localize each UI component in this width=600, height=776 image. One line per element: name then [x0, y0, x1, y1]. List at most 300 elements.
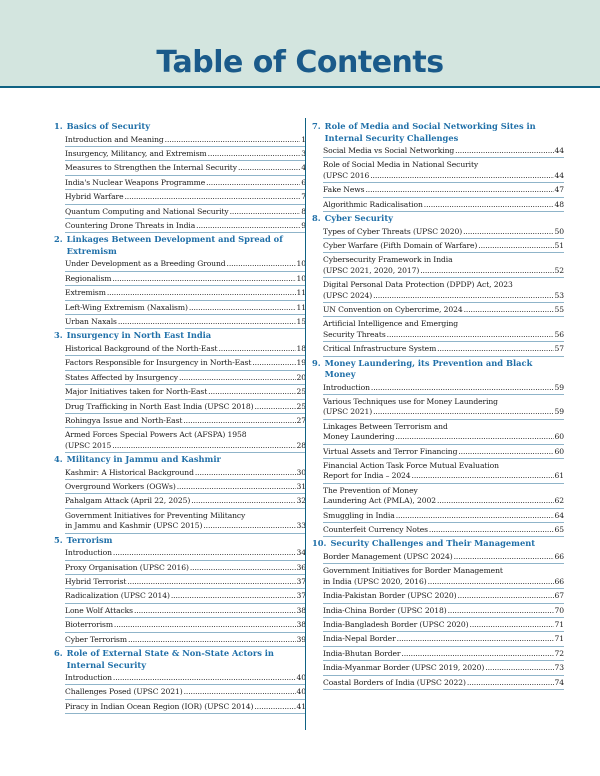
dot-leader	[254, 402, 295, 412]
section-number: 2.	[54, 234, 63, 245]
section-heading[interactable]	[312, 213, 564, 225]
toc-entry[interactable]	[323, 632, 564, 646]
dot-leader	[165, 135, 301, 145]
toc-entry[interactable]	[323, 253, 564, 278]
toc-entry[interactable]	[65, 400, 306, 414]
entry-title: Counterfeit Currency Notes	[323, 525, 428, 535]
entry-title: Kashmir: A Historical Background	[65, 467, 194, 477]
entry-line	[323, 227, 564, 237]
entry-title: Money Laundering	[323, 432, 395, 442]
page-number: 9	[301, 220, 306, 230]
entry-title: Fake News	[323, 185, 365, 195]
entry-title: Drug Trafficking in North East India (UPSC 2018)	[65, 401, 254, 411]
dot-leader	[179, 373, 296, 383]
entry-title: Cyber Warfare (Fifth Domain of Warfare)	[323, 240, 478, 250]
page-number: 4	[301, 163, 306, 173]
entry-title-line1: Artificial Intelligence and Emerging	[323, 319, 459, 329]
entry-title: Factors Responsible for Insurgency in North-East	[65, 358, 252, 368]
section-number: 6.	[54, 648, 63, 658]
toc-entry[interactable]	[323, 550, 564, 564]
entry-line	[65, 687, 306, 697]
section-number: 4.	[54, 454, 63, 465]
entry-title: India-Nepal Border	[323, 634, 396, 644]
page-number: 32	[296, 496, 306, 506]
toc-column-left	[54, 120, 306, 714]
entry-title: Introduction	[65, 548, 112, 558]
section-heading[interactable]	[54, 121, 306, 133]
entry-title: India-Pakistan Border (UPSC 2020)	[323, 591, 457, 601]
entry-line	[65, 358, 306, 368]
dot-leader	[437, 344, 553, 354]
section-heading[interactable]	[54, 454, 306, 466]
entry-line	[323, 649, 564, 659]
toc-entry[interactable]	[323, 158, 564, 183]
section-title: Money Laundering, its Prevention and Black Money	[324, 357, 533, 380]
entry-line	[65, 135, 306, 145]
entry-line	[65, 207, 306, 217]
page-number: 28	[296, 440, 306, 450]
page-number: 48	[554, 199, 564, 209]
dot-leader	[196, 221, 300, 231]
entry-title: Coastal Borders of India (UPSC 2022)	[323, 677, 466, 687]
entry-title: Smuggling in India	[323, 510, 395, 520]
entry-title: Introduction and Meaning	[65, 134, 164, 144]
entry-line	[323, 606, 564, 616]
page-number: 73	[554, 663, 564, 673]
entry-line	[65, 635, 306, 645]
entry-title: Regionalism	[65, 273, 112, 283]
entry-line	[65, 387, 306, 397]
dot-leader	[189, 303, 296, 313]
entry-line	[65, 259, 306, 269]
section-heading[interactable]	[54, 648, 306, 671]
toc-entry[interactable]	[65, 161, 306, 175]
page-number: 37	[296, 576, 306, 586]
page-number: 70	[554, 605, 564, 615]
toc-entry[interactable]	[323, 647, 564, 661]
section-number: 1.	[54, 121, 63, 131]
toc-entry[interactable]	[65, 414, 306, 428]
page-number: 33	[296, 521, 306, 531]
entry-title-line1: Digital Personal Data Protection (DPDP) Act, 2023	[323, 280, 513, 290]
toc-entry[interactable]	[323, 317, 564, 342]
entry-title: Major Initiatives taken for North-East	[65, 387, 208, 397]
entry-line	[65, 702, 306, 712]
toc-entry[interactable]	[323, 395, 564, 420]
section-heading[interactable]	[54, 535, 306, 547]
page-number: 57	[554, 344, 564, 354]
dot-leader	[128, 635, 296, 645]
entry-line	[323, 291, 564, 301]
section-heading[interactable]	[54, 330, 306, 342]
entry-title: Countering Drone Threats in India	[65, 220, 196, 230]
entry-title-line1: Linkages Between Terrorism and	[323, 421, 448, 431]
entry-title: Quantum Computing and National Security	[65, 206, 229, 216]
section-title: Linkages Between Development and Spread of Extremism	[66, 234, 283, 256]
entry-title-line1: Role of Social Media in National Security	[323, 160, 479, 170]
toc-entry[interactable]	[323, 303, 564, 317]
entry-title: Measures to Strengthen the Internal Security	[65, 163, 237, 173]
dot-leader	[429, 525, 554, 535]
toc-entry[interactable]	[65, 286, 306, 300]
dot-leader	[373, 407, 553, 417]
dot-leader	[124, 192, 300, 202]
entry-title: Critical Infrastructure System	[323, 344, 437, 354]
entry-title: Challenges Posed (UPSC 2021)	[65, 687, 183, 697]
entry-line	[323, 496, 564, 506]
dot-leader	[127, 577, 295, 587]
dot-leader	[420, 266, 553, 276]
entry-title: Insurgency, Militancy, and Extremism	[65, 148, 207, 158]
entry-line	[323, 344, 564, 354]
toc-entry[interactable]	[323, 509, 564, 523]
toc-entry[interactable]	[65, 509, 306, 534]
dot-leader	[458, 447, 553, 457]
page-number: 6	[301, 177, 306, 187]
page-title: Table of Contents	[156, 45, 444, 80]
entry-title: Bioterrorism	[65, 620, 113, 630]
page-number: 19	[296, 358, 306, 368]
entry-line	[65, 221, 306, 231]
entry-line	[323, 305, 564, 315]
entry-title: Social Media vs Social Networking	[323, 146, 455, 155]
entry-line	[65, 620, 306, 630]
page-number: 38	[296, 620, 306, 630]
page-number: 67	[554, 591, 564, 601]
dot-leader	[454, 552, 554, 562]
entry-line	[65, 192, 306, 202]
entry-title: Introduction	[65, 673, 112, 682]
page-number: 36	[296, 562, 306, 572]
section-title: Terrorism	[66, 534, 113, 545]
dot-leader	[401, 649, 553, 659]
toc-entry[interactable]	[323, 604, 564, 618]
entry-line	[65, 482, 306, 492]
page-number: 53	[554, 290, 564, 300]
entry-line	[323, 678, 564, 688]
toc-entry[interactable]	[65, 575, 306, 589]
page-number: 66	[554, 551, 564, 561]
dot-leader	[113, 673, 296, 683]
toc-entry[interactable]	[65, 428, 306, 453]
section-number: 7.	[312, 121, 321, 131]
dot-leader	[195, 468, 296, 478]
page-number: 56	[554, 329, 564, 339]
entry-title: Overground Workers (OGWs)	[65, 482, 176, 492]
toc-entry[interactable]	[323, 183, 564, 197]
entry-line	[65, 344, 306, 354]
toc-entry[interactable]	[65, 176, 306, 190]
toc-entry[interactable]	[323, 676, 564, 690]
entry-title: Security Threats	[323, 329, 386, 339]
entry-line	[65, 149, 306, 159]
dot-leader	[254, 702, 295, 712]
page-number: 1	[301, 134, 306, 144]
entry-line	[323, 185, 564, 195]
toc-entry[interactable]	[323, 342, 564, 356]
dot-leader	[218, 344, 295, 354]
dot-leader	[252, 358, 295, 368]
page-number: 11	[296, 302, 306, 312]
page-number: 52	[554, 265, 564, 275]
entry-title: in Jammu and Kashmir (UPSC 2015)	[65, 521, 203, 531]
entry-line	[65, 373, 306, 383]
entry-title: Introduction	[323, 382, 370, 392]
toc-entry[interactable]	[323, 589, 564, 603]
entry-title: Lone Wolf Attacks	[65, 605, 133, 615]
toc-entry[interactable]	[323, 198, 564, 212]
entry-line	[323, 663, 564, 673]
section-title: Militancy in Jammu and Kashmir	[66, 454, 221, 465]
toc-entry[interactable]	[323, 239, 564, 253]
dot-leader	[467, 678, 554, 688]
toc-entry[interactable]	[323, 420, 564, 445]
entry-line	[65, 577, 306, 587]
page-number: 27	[296, 415, 306, 425]
dot-leader	[387, 330, 554, 340]
toc-entry[interactable]	[323, 278, 564, 303]
section-title: Insurgency in North East India	[66, 330, 212, 341]
entry-line	[65, 163, 306, 173]
page-number: 65	[554, 525, 564, 535]
entry-line	[323, 620, 564, 630]
toc-entry[interactable]	[323, 484, 564, 509]
toc-entry[interactable]	[65, 190, 306, 204]
toc-entry[interactable]	[65, 371, 306, 385]
entry-title-line1: Government Initiatives for Border Management	[323, 566, 503, 576]
toc-entry[interactable]	[65, 219, 306, 233]
dot-leader	[478, 241, 553, 251]
entry-line	[65, 416, 306, 426]
entry-title: (UPSC 2015	[65, 440, 112, 450]
dot-leader	[230, 207, 301, 217]
dot-leader	[463, 227, 553, 237]
section-number: 5.	[54, 534, 63, 545]
entry-title: Hybrid Warfare	[65, 192, 124, 202]
entry-line	[65, 402, 306, 412]
entry-line	[65, 606, 306, 616]
page-number: 47	[554, 185, 564, 195]
entry-line	[323, 525, 564, 535]
page-number: 59	[554, 382, 564, 392]
section-heading[interactable]	[312, 358, 564, 381]
dot-leader	[208, 149, 301, 159]
entry-line	[323, 552, 564, 562]
entry-line	[65, 468, 306, 478]
toc-entry[interactable]	[323, 459, 564, 484]
page-number: 3	[301, 148, 306, 158]
dot-leader	[437, 496, 554, 506]
section-title: Cyber Security	[324, 213, 393, 224]
toc-entry[interactable]	[65, 671, 306, 685]
section-title: Basics of Security	[66, 121, 151, 131]
entry-line	[323, 383, 564, 393]
dot-leader	[183, 416, 295, 426]
page-number: 44	[554, 146, 564, 155]
section-title: Role of External State & Non-State Actors in Internal Security	[66, 648, 274, 670]
toc-entry[interactable]	[65, 561, 306, 575]
entry-title: Radicalization (UPSC 2014)	[65, 591, 170, 601]
dot-leader	[203, 521, 295, 531]
dot-leader	[424, 200, 554, 210]
dot-leader	[184, 687, 296, 697]
toc-entry[interactable]	[323, 225, 564, 239]
toc-entry[interactable]	[65, 133, 306, 147]
toc-entry[interactable]	[65, 685, 306, 699]
toc-entry[interactable]	[65, 272, 306, 286]
entry-line	[323, 471, 564, 481]
entry-line	[65, 441, 306, 451]
entry-title: India's Nuclear Weapons Programme	[65, 177, 206, 187]
dot-leader	[190, 563, 296, 573]
page-number: 11	[296, 288, 306, 298]
section-heading[interactable]	[312, 121, 564, 144]
entry-line	[323, 146, 564, 156]
toc-entry[interactable]	[323, 445, 564, 459]
section-number: 10.	[312, 538, 327, 549]
dot-leader	[395, 432, 553, 442]
dot-leader	[114, 620, 296, 630]
page-number: 31	[296, 482, 306, 492]
toc-entry[interactable]	[65, 618, 306, 632]
dot-leader	[206, 178, 300, 188]
dot-leader	[396, 511, 554, 521]
dot-leader	[448, 606, 554, 616]
toc-entry[interactable]	[65, 385, 306, 399]
entry-title: Virtual Assets and Terror Financing	[323, 446, 458, 456]
page-number: 18	[296, 343, 306, 353]
section-number: 8.	[312, 213, 321, 224]
toc-entry[interactable]	[65, 480, 306, 494]
entry-title: Border Management (UPSC 2024)	[323, 551, 453, 561]
page-number: 71	[554, 634, 564, 644]
entry-title: India-Myanmar Border (UPSC 2019, 2020)	[323, 663, 485, 673]
page-number: 50	[554, 226, 564, 236]
entry-title: (UPSC 2024)	[323, 290, 373, 300]
toc-entry[interactable]	[65, 494, 306, 508]
entry-title: Under Development as a Breeding Ground	[65, 259, 226, 269]
page-number: 59	[554, 407, 564, 417]
entry-title: States Affected by Insurgency	[65, 372, 178, 382]
entry-title: (UPSC 2021, 2020, 2017)	[323, 265, 420, 275]
dot-leader	[370, 171, 553, 181]
entry-title: India-Bangladesh Border (UPSC 2020)	[323, 620, 469, 629]
dot-leader	[373, 291, 553, 301]
dot-leader	[412, 471, 554, 481]
dot-leader	[457, 591, 553, 601]
toc-entry[interactable]	[65, 604, 306, 618]
section-title: Security Challenges and Their Management	[330, 538, 536, 549]
entry-line	[65, 274, 306, 284]
toc-entry[interactable]	[65, 301, 306, 315]
entry-title: Rohingya Issue and North-East	[65, 415, 183, 425]
section-heading[interactable]	[312, 538, 564, 550]
entry-title: Algorithmic Radicalisation	[323, 199, 423, 209]
entry-title: (UPSC 2016	[323, 170, 370, 180]
dot-leader	[177, 482, 296, 492]
entry-title: UN Convention on Cybercrime, 2024	[323, 304, 463, 314]
entry-title: Cyber Terrorism	[65, 634, 127, 644]
entry-line	[323, 447, 564, 457]
entry-title-line1: The Prevention of Money	[323, 485, 418, 495]
toc-entry[interactable]	[65, 315, 306, 329]
toc-entry[interactable]	[323, 618, 564, 632]
entry-title: Types of Cyber Threats (UPSC 2020)	[323, 226, 463, 236]
entry-line	[323, 200, 564, 210]
page-number: 20	[296, 372, 306, 382]
page-number: 10	[296, 273, 306, 283]
section-heading[interactable]	[54, 234, 306, 257]
toc-entry[interactable]	[323, 661, 564, 675]
page-number: 72	[554, 648, 564, 658]
page-number: 7	[301, 192, 306, 202]
dot-leader	[485, 663, 553, 673]
entry-title-line1: Cybersecurity Framework in India	[323, 255, 453, 265]
toc-entry[interactable]	[323, 144, 564, 158]
toc-column-right	[312, 120, 564, 690]
toc-entry[interactable]	[65, 205, 306, 219]
entry-line	[323, 432, 564, 442]
entry-line	[65, 303, 306, 313]
entry-line	[65, 178, 306, 188]
entry-title: Left-Wing Extremism (Naxalism)	[65, 302, 188, 312]
section-number: 9.	[312, 357, 321, 368]
page-number: 66	[554, 576, 564, 586]
header-rule	[0, 86, 600, 88]
entry-line	[323, 511, 564, 521]
page-number: 25	[296, 401, 306, 411]
dot-leader	[134, 606, 296, 616]
toc-entry[interactable]	[65, 257, 306, 271]
entry-line	[65, 548, 306, 558]
dot-leader	[464, 305, 554, 315]
entry-title: India-Bhutan Border	[323, 648, 401, 658]
entry-title: Laundering Act (PMLA), 2002	[323, 496, 436, 506]
toc-entry[interactable]	[323, 523, 564, 537]
toc-entry[interactable]	[323, 564, 564, 589]
toc-entry[interactable]	[65, 147, 306, 161]
toc-entry[interactable]	[65, 589, 306, 603]
toc-entry[interactable]	[65, 342, 306, 356]
entry-title: Piracy in Indian Ocean Region (IOR) (UPSC 2014)	[65, 701, 254, 711]
entry-title: India-China Border (UPSC 2018)	[323, 605, 447, 615]
entry-line	[65, 317, 306, 327]
dot-leader	[191, 496, 295, 506]
dot-leader	[470, 620, 554, 630]
page-number: 61	[554, 471, 564, 481]
toc-entry[interactable]	[65, 356, 306, 370]
section-number: 3.	[54, 330, 63, 341]
toc-entry[interactable]	[65, 466, 306, 480]
toc-entry[interactable]	[65, 546, 306, 560]
toc-entry[interactable]	[323, 381, 564, 395]
dot-leader	[113, 548, 296, 558]
entry-line	[323, 330, 564, 340]
toc-entry[interactable]	[65, 700, 306, 714]
toc-entry[interactable]	[65, 633, 306, 647]
column-divider	[305, 118, 306, 730]
page-number: 37	[296, 591, 306, 601]
entry-line	[65, 521, 306, 531]
page-number: 34	[296, 548, 306, 558]
entry-line	[65, 591, 306, 601]
page-number: 10	[296, 259, 306, 269]
dot-leader	[238, 163, 300, 173]
dot-leader	[227, 259, 296, 269]
page-number: 40	[296, 687, 306, 697]
entry-title-line1: Financial Action Task Force Mutual Evaluation	[323, 461, 499, 471]
page-number: 55	[554, 304, 564, 314]
